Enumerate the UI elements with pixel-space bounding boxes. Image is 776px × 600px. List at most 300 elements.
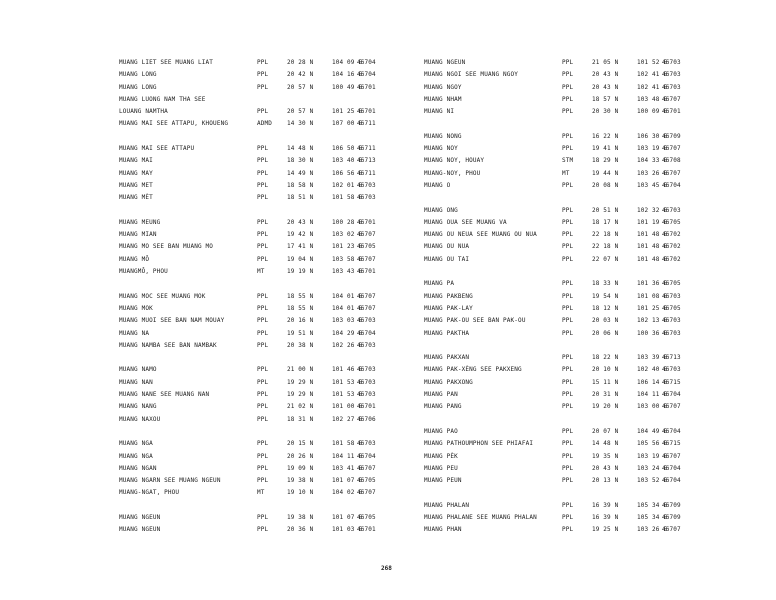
longitude: 103 58 E <box>332 255 363 263</box>
latitude: 22 18 N <box>592 231 619 239</box>
latitude: 20 43 N <box>592 83 619 91</box>
entry-name: MUANG NGEUN <box>119 526 161 534</box>
latitude: 22 18 N <box>592 243 619 251</box>
map-reference: 46707 <box>662 403 681 411</box>
map-reference: 46706 <box>357 415 376 423</box>
map-reference: 46701 <box>357 108 376 116</box>
map-reference: 46707 <box>357 489 376 497</box>
latitude: 20 51 N <box>592 206 619 214</box>
map-reference: 46707 <box>662 169 681 177</box>
feature-code: PPL <box>257 415 269 423</box>
longitude: 103 43 E <box>332 268 363 276</box>
feature-code: PPL <box>562 464 574 472</box>
longitude: 102 41 E <box>637 83 668 91</box>
feature-code: PPL <box>257 108 269 116</box>
feature-code: PPL <box>257 477 269 485</box>
entry-name: MUANG NAMBA SEE BAN NAMBAK <box>119 341 217 349</box>
latitude: 14 48 N <box>287 145 314 153</box>
latitude: 18 33 N <box>592 280 619 288</box>
map-reference: 46703 <box>662 317 681 325</box>
feature-code: PPL <box>562 206 574 214</box>
entry-name: MUANG MAY <box>119 169 153 177</box>
feature-code: PPL <box>257 452 269 460</box>
map-reference: 46707 <box>662 95 681 103</box>
longitude: 101 48 E <box>637 231 668 239</box>
map-reference: 46707 <box>662 145 681 153</box>
map-reference: 46703 <box>662 59 681 66</box>
feature-code: PPL <box>562 292 574 300</box>
longitude: 100 36 E <box>637 329 668 337</box>
entry-name: MUANG PAKBENG <box>424 292 473 300</box>
longitude: 101 07 E <box>332 477 363 485</box>
entry-name: MUANG MÈT <box>119 194 153 202</box>
entry-name: MUANG NGOY <box>424 83 462 91</box>
feature-code: MT <box>257 268 265 276</box>
longitude: 104 01 E <box>332 292 363 300</box>
longitude: 102 41 E <box>637 71 668 79</box>
entry-name: MUANG NONG <box>424 132 462 140</box>
entry-name: MUANG NOY, HOUAY <box>424 157 485 165</box>
map-reference: 46703 <box>357 194 376 202</box>
longitude: 105 56 E <box>637 440 668 448</box>
latitude: 19 25 N <box>592 526 619 534</box>
latitude: 18 12 N <box>592 304 619 312</box>
latitude: 18 30 N <box>287 157 314 165</box>
feature-code: PPL <box>562 329 574 337</box>
feature-code: PPL <box>562 391 574 399</box>
longitude: 103 19 E <box>637 452 668 460</box>
latitude: 20 42 N <box>287 71 314 79</box>
longitude: 105 34 E <box>637 501 668 509</box>
longitude: 104 11 E <box>332 452 363 460</box>
map-reference: 46707 <box>357 292 376 300</box>
feature-code: PPL <box>257 145 269 153</box>
latitude: 18 29 N <box>592 157 619 165</box>
entry-name: MUANG PAKXAN <box>424 354 470 362</box>
map-reference: 46702 <box>662 231 681 239</box>
longitude: 105 34 E <box>637 513 668 521</box>
map-reference: 46713 <box>662 354 681 362</box>
map-reference: 46705 <box>662 304 681 312</box>
longitude: 104 11 E <box>637 391 668 399</box>
latitude: 20 43 N <box>287 218 314 226</box>
latitude: 19 10 N <box>287 489 314 497</box>
feature-code: PPL <box>257 243 269 251</box>
feature-code: PPL <box>257 83 269 91</box>
map-reference: 46703 <box>662 83 681 91</box>
map-reference: 46715 <box>662 440 681 448</box>
latitude: 19 44 N <box>592 169 619 177</box>
map-reference: 46705 <box>357 513 376 521</box>
latitude: 21 02 N <box>287 403 314 411</box>
entry-name: MUANG PA <box>424 280 455 288</box>
entry-name: MUANG PATHOUMPHON SEE PHIAFAI <box>424 440 534 448</box>
entry-name: MUANG NANG <box>119 403 157 411</box>
longitude: 101 48 E <box>637 243 668 251</box>
entry-name: MUANG MOC SEE MUANG MOK <box>119 292 206 300</box>
entry-name: MUANG PEU <box>424 464 458 472</box>
longitude: 101 03 E <box>332 526 363 534</box>
map-reference: 46703 <box>357 341 376 349</box>
feature-code: PPL <box>562 366 574 374</box>
entry-name: MUANG NAMO <box>119 366 157 374</box>
feature-code: ADMD <box>257 120 273 128</box>
map-reference: 46707 <box>357 304 376 312</box>
longitude: 104 49 E <box>637 427 668 435</box>
latitude: 14 49 N <box>287 169 314 177</box>
feature-code: PPL <box>562 95 574 103</box>
longitude: 106 56 E <box>332 169 363 177</box>
map-reference: 46701 <box>662 108 681 116</box>
longitude: 102 27 E <box>332 415 363 423</box>
map-reference: 46703 <box>662 206 681 214</box>
latitude: 19 38 N <box>287 477 314 485</box>
map-reference: 46704 <box>662 391 681 399</box>
latitude: 18 51 N <box>287 194 314 202</box>
map-reference: 46704 <box>357 452 376 460</box>
longitude: 100 49 E <box>332 83 363 91</box>
map-reference: 46704 <box>662 427 681 435</box>
latitude: 14 48 N <box>592 440 619 448</box>
entry-name: MUANG LONG <box>119 71 157 79</box>
longitude: 101 46 E <box>332 366 363 374</box>
latitude: 19 54 N <box>592 292 619 300</box>
feature-code: PPL <box>562 378 574 386</box>
longitude: 104 09 E <box>332 59 363 66</box>
latitude: 18 17 N <box>592 218 619 226</box>
feature-code: PPL <box>562 132 574 140</box>
entry-name: MUANG-NGAT, PHOU <box>119 489 180 497</box>
longitude: 106 50 E <box>332 145 363 153</box>
longitude: 102 13 E <box>637 317 668 325</box>
latitude: 19 38 N <box>287 513 314 521</box>
latitude: 20 13 N <box>592 477 619 485</box>
map-reference: 46707 <box>357 231 376 239</box>
feature-code: PPL <box>257 317 269 325</box>
longitude: 103 24 E <box>637 464 668 472</box>
feature-code: PPL <box>562 181 574 189</box>
feature-code: PPL <box>562 218 574 226</box>
map-reference: 46705 <box>357 243 376 251</box>
latitude: 19 29 N <box>287 378 314 386</box>
latitude: 20 15 N <box>287 440 314 448</box>
latitude: 20 16 N <box>287 317 314 325</box>
entry-name: MUANG PÈK <box>424 452 458 460</box>
map-reference: 46711 <box>357 169 376 177</box>
feature-code: PPL <box>257 157 269 165</box>
latitude: 17 41 N <box>287 243 314 251</box>
feature-code: PPL <box>562 145 574 153</box>
latitude: 20 38 N <box>287 341 314 349</box>
entry-name: MUANG NGOI SEE MUANG NGOY <box>424 71 519 79</box>
latitude: 22 07 N <box>592 255 619 263</box>
feature-code: PPL <box>257 71 269 79</box>
latitude: 19 04 N <box>287 255 314 263</box>
entry-name: LOUANG NAMTHA <box>119 108 168 116</box>
longitude: 101 58 E <box>332 440 363 448</box>
latitude: 20 31 N <box>592 391 619 399</box>
latitude: 16 39 N <box>592 501 619 509</box>
feature-code: MT <box>257 489 265 497</box>
longitude: 103 02 E <box>332 231 363 239</box>
feature-code: PPL <box>257 304 269 312</box>
longitude: 101 53 E <box>332 378 363 386</box>
entry-name: MUANG MAI <box>119 157 153 165</box>
entry-name: MUANG MAI SEE ATTAPU <box>119 145 195 153</box>
map-reference: 46704 <box>662 464 681 472</box>
entry-name: MUANG MÔ <box>119 255 150 263</box>
entry-name: MUANG MO SEE BAN MUANG MO <box>119 243 214 251</box>
feature-code: MT <box>562 169 570 177</box>
latitude: 19 19 N <box>287 268 314 276</box>
longitude: 102 26 E <box>332 341 363 349</box>
longitude: 103 26 E <box>637 526 668 534</box>
feature-code: PPL <box>257 255 269 263</box>
entry-name: MUANG PAO <box>424 427 458 435</box>
feature-code: PPL <box>257 169 269 177</box>
feature-code: PPL <box>562 427 574 435</box>
map-reference: 46702 <box>662 255 681 263</box>
map-reference: 46703 <box>662 292 681 300</box>
latitude: 19 51 N <box>287 329 314 337</box>
entry-name: MUANG O <box>424 181 451 189</box>
map-reference: 46707 <box>662 452 681 460</box>
latitude: 20 07 N <box>592 427 619 435</box>
latitude: 16 39 N <box>592 513 619 521</box>
map-reference: 46707 <box>662 526 681 534</box>
latitude: 21 05 N <box>592 59 619 66</box>
entry-name: MUANG MUOI SEE BAN NAM MOUAY <box>119 317 225 325</box>
entry-name: MUANG-NOY, PHOU <box>424 169 481 177</box>
entry-name: MUANGMÔ, PHOU <box>119 268 168 276</box>
entry-name: MUANG MIAN <box>119 231 157 239</box>
longitude: 101 07 E <box>332 513 363 521</box>
longitude: 104 29 E <box>332 329 363 337</box>
feature-code: PPL <box>257 59 269 66</box>
longitude: 101 00 E <box>332 403 363 411</box>
entry-name: MUANG LIET SEE MUANG LIAT <box>119 59 214 66</box>
entry-name: MUANG NI <box>424 108 455 116</box>
map-reference: 46703 <box>357 391 376 399</box>
feature-code: PPL <box>257 513 269 521</box>
map-reference: 46703 <box>357 317 376 325</box>
feature-code: PPL <box>562 71 574 79</box>
longitude: 103 40 E <box>332 157 363 165</box>
entry-name: MUANG NOY <box>424 145 458 153</box>
feature-code: PPL <box>257 218 269 226</box>
latitude: 19 29 N <box>287 391 314 399</box>
latitude: 20 57 N <box>287 83 314 91</box>
latitude: 18 57 N <box>592 95 619 103</box>
longitude: 103 52 E <box>637 477 668 485</box>
longitude: 103 48 E <box>637 95 668 103</box>
latitude: 14 30 N <box>287 120 314 128</box>
latitude: 19 41 N <box>592 145 619 153</box>
longitude: 100 28 E <box>332 218 363 226</box>
latitude: 19 20 N <box>592 403 619 411</box>
latitude: 18 31 N <box>287 415 314 423</box>
map-reference: 46703 <box>357 181 376 189</box>
feature-code: PPL <box>257 292 269 300</box>
page-number: 268 <box>381 565 392 572</box>
feature-code: PPL <box>562 526 574 534</box>
entry-name: MUANG OU NUA <box>424 243 470 251</box>
longitude: 100 09 E <box>637 108 668 116</box>
entry-name: MUANG OUA SEE MUANG VA <box>424 218 507 226</box>
feature-code: PPL <box>257 329 269 337</box>
latitude: 20 57 N <box>287 108 314 116</box>
latitude: 19 35 N <box>592 452 619 460</box>
entry-name: MUANG LONG <box>119 83 157 91</box>
entry-name: MUANG PAK-LAY <box>424 304 473 312</box>
latitude: 18 55 N <box>287 292 314 300</box>
feature-code: PPL <box>562 59 574 66</box>
entry-name: MUANG MAI SEE ATTAPU, KHOUENG <box>119 120 229 128</box>
latitude: 15 11 N <box>592 378 619 386</box>
map-reference: 46705 <box>662 218 681 226</box>
feature-code: PPL <box>257 403 269 411</box>
entry-name: MUANG MOK <box>119 304 153 312</box>
map-reference: 46715 <box>662 378 681 386</box>
map-reference: 46709 <box>662 132 681 140</box>
longitude: 103 19 E <box>637 145 668 153</box>
longitude: 101 58 E <box>332 194 363 202</box>
map-reference: 46702 <box>662 243 681 251</box>
map-reference: 46707 <box>357 255 376 263</box>
feature-code: PPL <box>562 440 574 448</box>
feature-code: PPL <box>562 354 574 362</box>
longitude: 101 19 E <box>637 218 668 226</box>
map-reference: 46711 <box>357 145 376 153</box>
longitude: 104 01 E <box>332 304 363 312</box>
entry-name: MUANG NHAM <box>424 95 462 103</box>
longitude: 102 32 E <box>637 206 668 214</box>
longitude: 101 53 E <box>332 391 363 399</box>
feature-code: PPL <box>562 108 574 116</box>
feature-code: PPL <box>257 391 269 399</box>
entry-name: MUANG LUONG NAM THA SEE <box>119 95 206 103</box>
entry-name: MUANG NGEUN <box>119 513 161 521</box>
feature-code: PPL <box>257 231 269 239</box>
feature-code: PPL <box>562 231 574 239</box>
entry-name: MUANG PHALAN <box>424 501 470 509</box>
longitude: 103 26 E <box>637 169 668 177</box>
latitude: 21 00 N <box>287 366 314 374</box>
map-reference: 46704 <box>662 181 681 189</box>
map-reference: 46703 <box>662 329 681 337</box>
map-reference: 46703 <box>357 378 376 386</box>
entry-name: MUANG NAXOU <box>119 415 161 423</box>
map-reference: 46703 <box>357 440 376 448</box>
latitude: 20 43 N <box>592 71 619 79</box>
latitude: 19 09 N <box>287 464 314 472</box>
latitude: 18 22 N <box>592 354 619 362</box>
latitude: 20 28 N <box>287 59 314 66</box>
map-reference: 46703 <box>662 71 681 79</box>
entry-name: MUANG OU TAI <box>424 255 470 263</box>
map-reference: 46704 <box>357 329 376 337</box>
feature-code: PPL <box>257 366 269 374</box>
feature-code: STM <box>562 157 574 165</box>
map-reference: 46709 <box>662 501 681 509</box>
latitude: 20 10 N <box>592 366 619 374</box>
entry-name: MUANG NGARN SEE MUANG NGEUN <box>119 477 221 485</box>
longitude: 101 52 E <box>637 59 668 66</box>
feature-code: PPL <box>562 513 574 521</box>
entry-name: MUANG NGEUN <box>424 59 466 66</box>
map-reference: 46713 <box>357 157 376 165</box>
latitude: 16 22 N <box>592 132 619 140</box>
longitude: 103 41 E <box>332 464 363 472</box>
entry-name: MUANG PHALANE SEE MUANG PHALAN <box>424 513 537 521</box>
feature-code: PPL <box>562 83 574 91</box>
latitude: 20 06 N <box>592 329 619 337</box>
longitude: 104 02 E <box>332 489 363 497</box>
longitude: 103 45 E <box>637 181 668 189</box>
longitude: 103 39 E <box>637 354 668 362</box>
entry-name: MUANG PAK-XÈNG SEE PAKXENG <box>424 366 522 374</box>
entry-name: MUANG PAK-OU SEE BAN PAK-OU <box>424 317 526 325</box>
entry-name: MUANG NA <box>119 329 150 337</box>
map-reference: 46703 <box>357 366 376 374</box>
feature-code: PPL <box>257 440 269 448</box>
latitude: 18 55 N <box>287 304 314 312</box>
entry-name: MUANG NGA <box>119 452 153 460</box>
longitude: 101 23 E <box>332 243 363 251</box>
map-reference: 46704 <box>357 71 376 79</box>
map-reference: 46711 <box>357 120 376 128</box>
feature-code: PPL <box>257 181 269 189</box>
feature-code: PPL <box>562 501 574 509</box>
latitude: 18 58 N <box>287 181 314 189</box>
feature-code: PPL <box>562 452 574 460</box>
map-reference: 46707 <box>357 464 376 472</box>
latitude: 20 03 N <box>592 317 619 325</box>
feature-code: PPL <box>562 477 574 485</box>
longitude: 101 48 E <box>637 255 668 263</box>
entry-name: MUANG PEUN <box>424 477 462 485</box>
map-reference: 46703 <box>662 366 681 374</box>
longitude: 101 25 E <box>332 108 363 116</box>
latitude: 20 08 N <box>592 181 619 189</box>
entry-name: MUANG PAKTHA <box>424 329 470 337</box>
longitude: 101 25 E <box>637 304 668 312</box>
feature-code: PPL <box>562 317 574 325</box>
feature-code: PPL <box>257 378 269 386</box>
entry-name: MUANG MET <box>119 181 153 189</box>
entry-name: MUANG MEUNG <box>119 218 161 226</box>
map-reference: 46701 <box>357 83 376 91</box>
longitude: 101 36 E <box>637 280 668 288</box>
longitude: 107 00 E <box>332 120 363 128</box>
latitude: 20 43 N <box>592 464 619 472</box>
map-reference: 46705 <box>357 477 376 485</box>
entry-name: MUANG PHAN <box>424 526 462 534</box>
feature-code: PPL <box>257 464 269 472</box>
longitude: 106 30 E <box>637 132 668 140</box>
longitude: 106 14 E <box>637 378 668 386</box>
map-reference: 46704 <box>662 477 681 485</box>
map-reference: 46701 <box>357 403 376 411</box>
feature-code: PPL <box>257 526 269 534</box>
longitude: 101 08 E <box>637 292 668 300</box>
longitude: 103 03 E <box>332 317 363 325</box>
map-reference: 46704 <box>357 59 376 66</box>
entry-name: MUANG PANG <box>424 403 462 411</box>
entry-name: MUANG NAN <box>119 378 153 386</box>
feature-code: PPL <box>562 280 574 288</box>
longitude: 104 33 E <box>637 157 668 165</box>
